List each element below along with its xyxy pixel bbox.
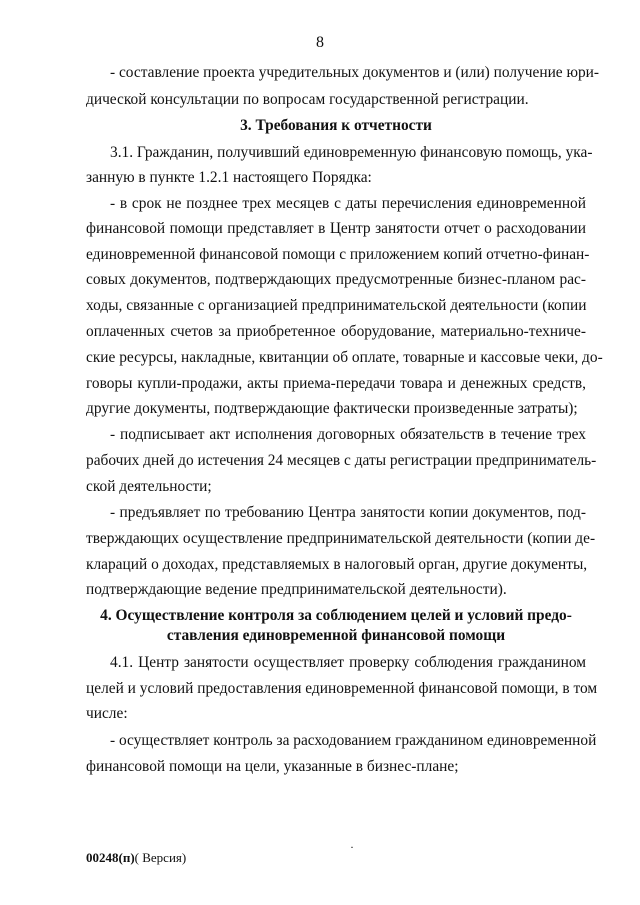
text-line: - составление проекта учредительных документов и (или) получение юри- [110,64,600,81]
document-code: 00248(п) [86,850,135,865]
text-line: клараций о доходах, представляемых в налоговый орган, другие документы, [86,556,588,573]
text-line: подтверждающие ведение предпринимательской деятельности). [86,581,507,598]
text-line: рабочих дней до истечения 24 месяцев с даты регистрации предприниматель- [86,452,597,469]
page-number: 8 [316,34,324,51]
section-heading: ставления единовременной финансовой помощи [166,627,506,644]
text-line: - предъявляет по требованию Центра занятости копии документов, под- [110,504,586,521]
section-heading: 3. Требования к отчетности [240,117,432,134]
text-line: ские ресурсы, накладные, квитанции об оплате, товарные и кассовые чеки, до- [86,349,603,366]
text-line: тверждающих осуществление предпринимательской деятельности (копии де- [86,530,596,547]
text-line: - осуществляет контроль за расходованием гражданином единовременной [110,732,597,749]
text-line: занную в пункте 1.2.1 настоящего Порядка: [86,169,372,186]
section-heading: 4. Осуществление контроля за соблюдением целей и условий предо- [100,607,572,624]
text-line: 3.1. Гражданин, получивший единовременную финансовую помощь, ука- [110,144,593,161]
text-line: ской деятельности; [86,478,212,495]
text-line: - подписывает акт исполнения договорных обязательств в течение трех [110,426,586,443]
text-line: говоры купли-продажи, акты приема-передачи товара и денежных средств, [86,375,586,392]
text-line: - в срок не позднее трех месяцев с даты перечисления единовременной [110,195,586,212]
text-line: единовременной финансовой помощи с приложением копий отчетно-финан- [86,246,590,263]
text-line: другие документы, подтверждающие фактически произведенные затраты); [86,400,578,417]
text-line: совых документов, подтверждающих предусмотренные бизнес-планом рас- [86,271,586,288]
footer [86,850,186,866]
text-line: финансовой помощи на цели, указанные в бизнес-плане; [86,758,459,775]
text-line: числе: [86,705,128,722]
text-line: финансовой помощи представляет в Центр занятости отчет о расходовании [86,220,586,237]
scan-speck: · [350,840,354,854]
text-line: целей и условий предоставления единовременной финансовой помощи, в том [86,680,598,697]
text-line: дической консультации по вопросам государственной регистрации. [86,91,529,108]
document-version: ( Версия) [134,850,187,865]
text-line: ходы, связанные с организацией предпринимательской деятельности (копии [86,297,587,314]
text-line: 4.1. Центр занятости осуществляет проверку соблюдения гражданином [110,654,586,671]
text-line: оплаченных счетов за приобретенное оборудование, материально-техниче- [86,323,586,340]
